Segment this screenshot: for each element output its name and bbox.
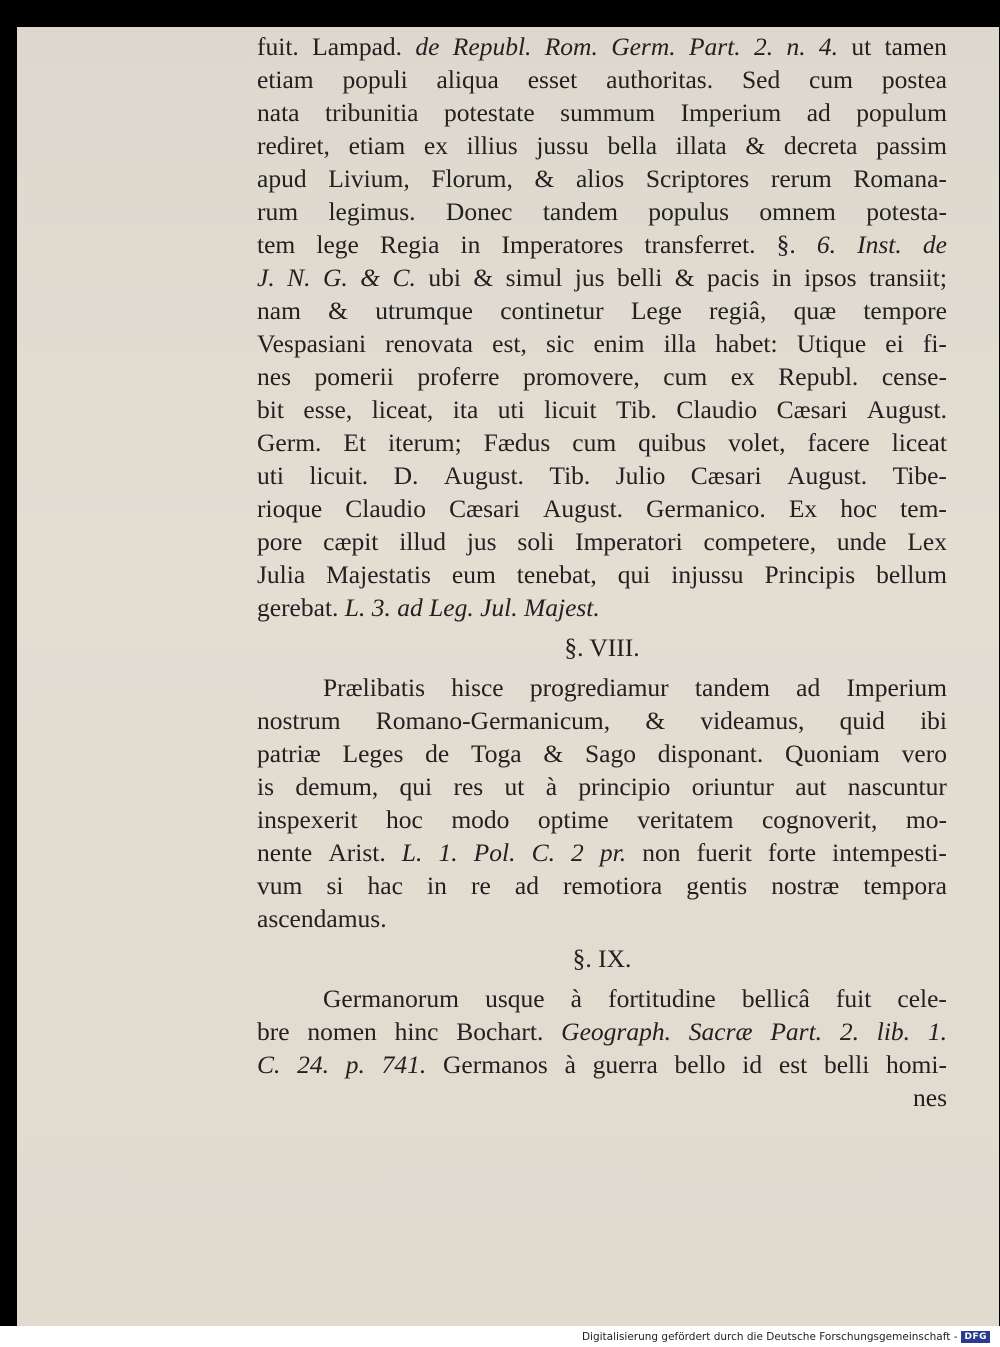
word: etiam [348,131,406,160]
text-line [257,261,947,294]
word: & [473,263,494,292]
word: lege [316,230,359,259]
word: Tib. [616,395,657,424]
word: August. [866,395,947,424]
text-line [257,704,947,737]
word: August. [787,461,868,490]
text-line [257,96,947,129]
text-line [257,492,947,525]
word: tandem [542,197,618,226]
word: Sacræ [688,1017,753,1046]
word: C. [531,838,555,867]
word: Donec [445,197,513,226]
word: & [674,263,695,292]
word: bellicâ [741,984,810,1013]
word: ex [423,131,448,160]
text-run: gerebat. [257,593,345,622]
word: 1. [927,1017,947,1046]
word: soli [517,527,555,556]
word: Sed [741,65,781,94]
word: C. [392,263,416,292]
word: cum [572,428,617,457]
word: Romana- [853,164,947,193]
word: rerum [770,164,832,193]
word: cense- [881,362,947,391]
word: videamus, [700,706,805,735]
text-line [257,360,947,393]
word: oriuntur [691,772,774,801]
word: mo- [905,805,947,834]
word: Quoniam [784,739,880,768]
word: ex [730,362,755,391]
word: eum [451,560,496,589]
italic-citation: L. 3. ad Leg. Jul. Majest. [344,593,600,622]
word: Julia [257,560,306,589]
word: homi- [886,1050,947,1079]
catchword: nes [913,1083,947,1112]
word: nes [257,362,291,391]
word: Bochart. [456,1017,544,1046]
word: populi [342,65,408,94]
word: Imperium [846,673,947,702]
word: rediret, [257,131,330,160]
word: nata [257,98,300,127]
word: bello [674,1050,726,1079]
word: lib. [876,1017,911,1046]
word: ad [806,98,831,127]
word: Fædus [483,428,551,457]
word: esset [527,65,578,94]
word: Cæsari [449,494,520,523]
word: remotiora [563,871,663,900]
word: bellum [876,560,947,589]
word: vero [901,739,947,768]
word: uti [497,395,525,424]
word: 24. [297,1050,330,1079]
word: Germanorum [323,984,459,1013]
word: Inst. [857,230,902,259]
word: illata [675,131,727,160]
word: fortitudine [608,984,716,1013]
word: competere, [703,527,817,556]
word: fuit [835,984,872,1013]
word: promovere, [522,362,640,391]
word: nostræ [771,871,840,900]
word: Cæsari [690,461,762,490]
word: tamen [884,32,947,61]
word: Vespasiani [257,329,367,358]
word: Germanos [443,1050,548,1079]
word: transferret. [644,230,756,259]
word: ut [851,32,872,61]
word: Germanico. [646,494,766,523]
word: fuerit [696,838,752,867]
word: Lampad. [312,32,403,61]
word: Livium, [328,164,410,193]
word: nascuntur [847,772,947,801]
word: illud [399,527,446,556]
word: Tib. [549,461,591,490]
text-line [257,426,947,459]
word: uti [257,461,284,490]
word: is [257,772,275,801]
word: tandem [694,673,770,702]
word: Florum, [431,164,513,193]
word: etiam [257,65,314,94]
word: Republ. [452,32,532,61]
word: apud [257,164,307,193]
word: bre [257,1017,290,1046]
word: tempore [863,296,947,325]
word: hoc [386,805,423,834]
word: rioque [257,494,323,523]
word: August. [443,461,524,490]
word: renovata [385,329,473,358]
word: hisce [451,673,504,702]
word: proferre [417,362,500,391]
word: Utique [796,329,867,358]
word: forte [767,838,817,867]
word: G. [322,263,348,292]
word: simul [505,263,563,292]
word: 741. [381,1050,427,1079]
word: quibus [638,428,707,457]
section-heading-viii: §. VIII. [564,633,640,662]
text-line [257,558,947,591]
word: pr. [599,838,627,867]
word: Scriptores [645,164,750,193]
text-line [257,63,947,96]
word: hinc [394,1017,439,1046]
word: aut [795,772,827,801]
word: gentis [686,871,748,900]
word: fuit. [257,32,299,61]
word: L. [401,838,423,867]
word: qui [399,772,433,801]
word: inspexerit [257,805,358,834]
word: cele- [897,984,947,1013]
word: nostrum [257,706,341,735]
word: nente [257,838,313,867]
word: disponant. [657,739,764,768]
word: Claudio [345,494,426,523]
word: illius [466,131,518,160]
word: alios [575,164,625,193]
word: Sago [584,739,636,768]
word: utrumque [375,296,473,325]
word: vum [257,871,303,900]
word: Germ. [257,428,322,457]
word: Imperatores [501,230,624,259]
word: populus [648,197,730,226]
word: Claudio [676,395,758,424]
word: cæpit [323,527,379,556]
word: n. [786,32,806,61]
word: Pol. [473,838,516,867]
paragraph-viii [257,671,947,935]
word: intempesti- [832,838,947,867]
word: Principis [764,560,856,589]
word: postea [881,65,947,94]
word: belli [823,1050,870,1079]
word: ad [796,673,821,702]
word: Republ. [778,362,859,391]
word: pore [257,527,303,556]
word: tenebat, [516,560,597,589]
word: ei [885,329,904,358]
text-run: ascendamus. [257,904,387,933]
word: 4. [818,32,839,61]
word: hoc [840,494,878,523]
word: 2 [571,838,584,867]
word: re [470,871,491,900]
word: jussu [536,131,589,160]
text-line [257,770,947,803]
word: à [570,984,582,1013]
word: in [460,230,481,259]
word: Tibe- [892,461,947,490]
word: & [745,131,766,160]
word: unde [836,527,887,556]
word: & [645,706,666,735]
word: Lex [907,527,947,556]
word: Imperatori [575,527,683,556]
word: fi- [922,329,947,358]
word: habet: [715,329,778,358]
word: facere [807,428,870,457]
word: qui [617,560,651,589]
word: si [326,871,344,900]
text-line [257,1048,947,1081]
word: August. [542,494,624,523]
word: tem- [900,494,947,523]
word: decreta [783,131,858,160]
word: licuit. [309,461,369,490]
word: demum, [295,772,379,801]
word: tem [257,230,296,259]
word: authoritas. [606,65,714,94]
word: ad [514,871,539,900]
word: & [534,164,555,193]
text-line [257,228,947,261]
text-line [257,195,947,228]
text-line [257,129,947,162]
word: omnem [759,197,836,226]
word: tempora [863,871,947,900]
word: Ex [788,494,818,523]
text-line [257,459,947,492]
word: veritatem [637,805,734,834]
word: est, [492,329,527,358]
word: ibi [920,706,947,735]
word: pomerii [314,362,394,391]
word: Imperium [680,98,782,127]
word: principio [578,772,671,801]
text-line [257,591,947,624]
text-line [257,525,947,558]
word: cognoverit, [761,805,878,834]
word: Majestatis [326,560,431,589]
word: cum [663,362,708,391]
word: ut [504,772,525,801]
word: nam [257,296,301,325]
word: §. [776,230,796,259]
word: progrediamur [529,673,669,702]
word: est [778,1050,808,1079]
word: potestate [444,98,535,127]
word: de [425,739,450,768]
text-line [257,327,947,360]
word: jus [466,527,497,556]
text-line [257,393,947,426]
word: belli [616,263,663,292]
word: liceat, [371,395,434,424]
word: liceat [891,428,947,457]
word: in [427,871,447,900]
word: 2. [839,1017,859,1046]
word: bit [257,395,284,424]
word: à [545,772,558,801]
word: hac [367,871,403,900]
word: 2. [754,32,774,61]
word: Toga [470,739,522,768]
word: 6. [816,230,836,259]
word: jus [574,263,605,292]
book-page [17,27,999,1326]
word: Arist. [328,838,386,867]
word: de [415,32,440,61]
word: volet, [728,428,786,457]
word: id [742,1050,763,1079]
word: rum [257,197,299,226]
footer-credit: Digitalisierung gefördert durch die Deutsche Forschungsgemeinschaft - [581,1330,958,1343]
word: ubi [428,263,461,292]
word: pacis [707,263,760,292]
text-line [257,294,947,327]
word: Regia [379,230,440,259]
word: continetur [500,296,604,325]
word: cum [809,65,853,94]
word: quæ [793,296,837,325]
word: injussu [671,560,744,589]
word: & [543,739,564,768]
text-line [257,737,947,770]
word: N. [287,263,311,292]
section-heading-ix: §. IX. [572,944,632,973]
word: Part. [770,1017,823,1046]
word: transiit; [869,263,947,292]
word: quid [839,706,885,735]
word: nomen [307,1017,377,1046]
word: Lege [630,296,682,325]
word: res [453,772,484,801]
word: Prælibatis [323,673,426,702]
word: patriæ [257,739,321,768]
word: aliqua [436,65,499,94]
page-text [257,30,947,1114]
word: Germ. [611,32,676,61]
word: passim [876,131,947,160]
paragraph-ix [257,982,947,1081]
word: p. [345,1050,365,1079]
text-line [257,902,947,935]
word: Cæsari [776,395,848,424]
word: populum [856,98,947,127]
word: Geograph. [561,1017,671,1046]
word: potesta- [866,197,947,226]
word: iterum; [388,428,462,457]
word: bella [607,131,658,160]
text-line [257,162,947,195]
word: in [771,263,792,292]
text-line [257,1015,947,1048]
word: 1. [438,838,458,867]
word: regiâ, [709,296,767,325]
text-line [257,30,947,63]
word: Part. [688,32,741,61]
word: licuit [544,395,597,424]
text-line [257,671,947,704]
word: & [328,296,348,325]
word: Et [343,428,367,457]
word: Julio [615,461,666,490]
word: ipsos [804,263,857,292]
word: Rom. [544,32,598,61]
dfg-logo: DFG [961,1331,990,1343]
paragraph-vii-continuation [257,30,947,624]
text-line [257,836,947,869]
text-line [257,982,947,1015]
word: à [564,1050,576,1079]
word: usque [485,984,545,1013]
word: Leges [342,739,404,768]
word: enim [593,329,645,358]
word: summum [560,98,656,127]
word: esse, [303,395,353,424]
word: de [922,230,947,259]
word: tribunitia [325,98,419,127]
word: modo [451,805,510,834]
digitization-footer [0,1326,1000,1347]
text-line [257,803,947,836]
word: D. [393,461,419,490]
word: optime [537,805,609,834]
word: & [360,263,381,292]
word: ita [452,395,479,424]
word: legimus. [328,197,416,226]
word: non [642,838,681,867]
word: sic [545,329,575,358]
text-line [257,869,947,902]
word: C. [257,1050,281,1079]
word: illa [663,329,697,358]
word: J. [257,263,275,292]
word: guerra [592,1050,658,1079]
word: Romano-Germanicum, [375,706,611,735]
